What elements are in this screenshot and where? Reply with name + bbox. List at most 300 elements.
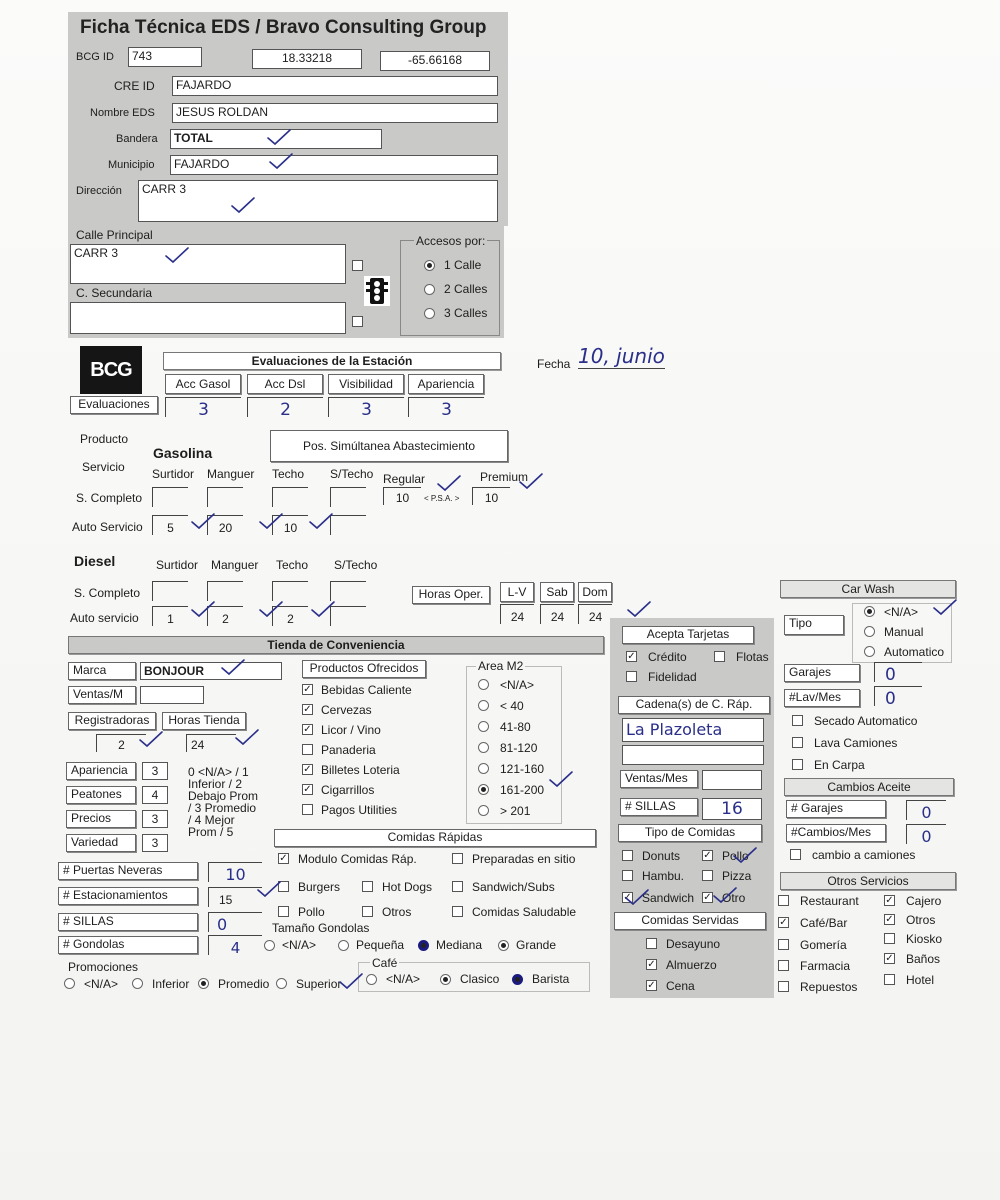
scale-line: 0 <N/A> / 1	[188, 765, 249, 779]
puertas-value: 10	[225, 865, 246, 884]
bcg-id-label: BCG ID	[76, 51, 114, 63]
latitude-field[interactable]: 18.33218	[252, 49, 362, 69]
estac-label: # Estacionamientos	[58, 887, 198, 905]
eval-col-1: Acc Dsl	[247, 374, 323, 394]
otros-checkbox[interactable]	[778, 960, 789, 971]
otros-checkbox[interactable]	[778, 895, 789, 906]
check-mark-icon	[310, 600, 332, 614]
premium-field[interactable]	[472, 487, 510, 505]
productos-label: Productos Ofrecidos	[302, 660, 426, 678]
comida-label: Comidas Saludable	[472, 905, 577, 919]
comida-label: Modulo Comidas Ráp.	[298, 852, 417, 866]
tipo-comida-label: Pizza	[722, 869, 752, 883]
gas-s-completo-cell[interactable]	[152, 487, 188, 507]
camiones-label: cambio a camiones	[812, 848, 916, 862]
cafe-radio[interactable]	[512, 974, 523, 985]
lav-mes-field[interactable]	[874, 686, 922, 709]
horas-col-header: Sab	[540, 582, 574, 602]
evaluaciones-row-label: Evaluaciones	[70, 396, 158, 414]
eval-value: 2	[280, 400, 291, 420]
check-mark-icon	[732, 846, 754, 860]
carwash-extra-checkbox[interactable]	[792, 759, 803, 770]
producto-label: Producto	[80, 432, 129, 446]
tipo-comida-checkbox[interactable]: ✓	[623, 892, 632, 903]
producto-checkbox[interactable]: ✓	[303, 724, 312, 735]
eval-value-box[interactable]	[408, 397, 484, 420]
servida-checkbox[interactable]	[646, 938, 657, 949]
gas-col-header: S/Techo	[330, 467, 374, 481]
area-radio[interactable]	[478, 805, 489, 816]
estac-field[interactable]	[208, 887, 262, 907]
scale-line: / 4 Mejor	[188, 813, 235, 827]
dsl-col-header: S/Techo	[334, 558, 378, 572]
tamano-radio[interactable]	[264, 940, 275, 951]
scale-line: / 3 Promedio	[188, 801, 257, 815]
puertas-field[interactable]	[208, 862, 262, 882]
otros-checkbox[interactable]: ✓	[779, 917, 788, 928]
cadena-ventas-label: Ventas/Mes	[620, 770, 698, 788]
carwash-extra-label: En Carpa	[814, 758, 865, 772]
comidas-servidas-title: Comidas Servidas	[614, 912, 766, 930]
tarjeta-checkbox[interactable]	[714, 651, 725, 662]
carwash-tipo-label: Tipo	[784, 615, 844, 635]
horas-col-header: L-V	[500, 582, 534, 602]
eval-value: 3	[361, 400, 372, 420]
aceite-garajes-field[interactable]	[906, 800, 946, 820]
tarjeta-checkbox[interactable]	[626, 671, 637, 682]
tipo-comida-label: Sandwich	[642, 891, 695, 905]
otros-checkbox[interactable]	[884, 933, 895, 944]
fecha-label: Fecha	[537, 357, 571, 371]
otros-checkbox[interactable]	[884, 974, 895, 985]
municipio-label: Municipio	[108, 159, 155, 171]
eval-value-box[interactable]	[165, 397, 241, 420]
promo-radio[interactable]	[198, 978, 209, 989]
check-mark-icon	[266, 128, 288, 142]
tipo-comida-label: Donuts	[642, 849, 681, 863]
otros-label: Gomería	[800, 938, 847, 952]
tipo-comida-label: Hambu.	[642, 869, 685, 883]
premium-value: 10	[484, 491, 499, 505]
check-mark-icon	[712, 886, 734, 900]
comidas-rapidas-label: Comidas Rápidas	[274, 829, 596, 847]
gas-auto-value: 5	[167, 521, 174, 535]
area-option-label: < 40	[500, 699, 524, 713]
comida-label: Hot Dogs	[382, 880, 433, 894]
producto-checkbox[interactable]	[302, 804, 313, 815]
comida-label: Pollo	[298, 905, 325, 919]
otros-label: Kiosko	[906, 932, 943, 946]
dsl-auto-value: 1	[167, 612, 174, 626]
otros-label: Cajero	[906, 894, 942, 908]
area-radio[interactable]	[478, 700, 489, 711]
cafe-label: Café	[372, 956, 398, 970]
accesos-label: Accesos por:	[416, 234, 486, 248]
promo-radio[interactable]	[132, 978, 143, 989]
calle-secundaria-label: C. Secundaria	[76, 286, 153, 300]
diesel-title: Diesel	[74, 553, 116, 569]
check-mark-icon	[220, 658, 242, 672]
comida-label: Otros	[382, 905, 412, 919]
cre-id-field[interactable]: FAJARDO	[172, 76, 498, 96]
dsl-s-completo-cell[interactable]	[272, 581, 308, 601]
tamano-option-label: <N/A>	[282, 938, 317, 952]
dsl-s-completo-cell[interactable]	[152, 581, 188, 601]
eval-col-2: Visibilidad	[328, 374, 404, 394]
lav-mes-label: #Lav/Mes	[784, 689, 860, 707]
carwash-tipo-label: Automatico	[884, 645, 945, 659]
check-mark-icon	[548, 770, 570, 784]
eval-value-box[interactable]	[328, 397, 404, 420]
ventas-m-label: Ventas/M	[68, 686, 136, 704]
marca-label: Marca	[68, 662, 136, 680]
servida-label: Cena	[666, 979, 695, 993]
promo-option-label: Inferior	[152, 977, 190, 991]
tipo-comida-checkbox[interactable]: ✓	[703, 850, 712, 861]
cafe-radio[interactable]	[440, 974, 451, 985]
calle-principal-field[interactable]: CARR 3	[70, 244, 346, 284]
cambios-mes-field[interactable]	[906, 824, 946, 844]
dsl-col-header: Surtidor	[156, 558, 199, 572]
otros-checkbox[interactable]: ✓	[885, 914, 894, 925]
gondolas-field[interactable]	[208, 935, 262, 955]
gas-auto-cell[interactable]	[330, 515, 366, 535]
comida-checkbox[interactable]	[278, 906, 289, 917]
cafe-option-label: Barista	[532, 972, 570, 986]
check-mark-icon	[626, 600, 648, 614]
carwash-title: Car Wash	[780, 580, 956, 598]
scale-line: Inferior / 2	[188, 777, 243, 791]
comida-checkbox[interactable]	[452, 881, 463, 892]
area-option-label: 161-200	[500, 783, 545, 797]
gas-s-completo-label: S. Completo	[76, 491, 143, 505]
estac-value: 15	[219, 893, 233, 907]
bandera-field[interactable]: TOTAL	[170, 129, 382, 149]
dsl-col-header: Manguer	[211, 558, 259, 572]
pos-simultanea-label: Pos. Simúltanea Abastecimiento	[270, 430, 508, 462]
eval-col-0: Acc Gasol	[165, 374, 241, 394]
gas-auto-value: 10	[283, 521, 298, 535]
comida-label: Preparadas en sitio	[472, 852, 576, 866]
cadena-field-2[interactable]	[622, 745, 764, 765]
tipo-comida-checkbox[interactable]	[622, 870, 633, 881]
calle-secundaria-field[interactable]	[70, 302, 346, 334]
servicio-label: Servicio	[82, 460, 125, 474]
comida-checkbox[interactable]	[452, 906, 463, 917]
area-option-label: <N/A>	[500, 678, 535, 692]
horas-value-box[interactable]	[500, 604, 534, 624]
horas-tienda-value: 24	[191, 738, 205, 752]
calle-secundaria-checkbox[interactable]	[352, 316, 363, 327]
cre-id-label: CRE ID	[114, 79, 155, 93]
comida-checkbox[interactable]	[452, 853, 463, 864]
tipo-comida-label: Pollo	[722, 849, 749, 863]
registradoras-label: Registradoras	[68, 712, 156, 730]
cadena-title: Cadena(s) de C. Ráp.	[618, 696, 770, 714]
longitude-field[interactable]: -65.66168	[380, 51, 490, 71]
rating-label: Peatones	[66, 786, 136, 804]
tarjeta-label: Flotas	[736, 650, 769, 664]
carwash-tipo-label: <N/A>	[884, 605, 919, 619]
dsl-s-completo-cell[interactable]	[207, 581, 243, 601]
tipo-comida-checkbox[interactable]: ✓	[703, 892, 712, 903]
servida-label: Desayuno	[666, 937, 721, 951]
comida-label: Sandwich/Subs	[472, 880, 555, 894]
tipo-comida-checkbox[interactable]	[622, 850, 633, 861]
otros-checkbox[interactable]	[778, 981, 789, 992]
tarjetas-title: Acepta Tarjetas	[622, 626, 754, 644]
horas-value: 24	[510, 610, 525, 624]
tarjeta-checkbox[interactable]: ✓	[627, 651, 636, 662]
area-option-label: > 201	[500, 804, 531, 818]
otros-label: Farmacia	[800, 959, 851, 973]
rating-label: Variedad	[66, 834, 136, 852]
carwash-tipo-radio[interactable]	[864, 626, 875, 637]
carwash-tipo-radio[interactable]	[864, 606, 875, 617]
otros-checkbox[interactable]: ✓	[885, 895, 894, 906]
sillas-value: 0	[217, 915, 228, 934]
cafe-radio[interactable]	[366, 974, 377, 985]
gas-col-header: Surtidor	[152, 467, 195, 481]
accesos-radio-3[interactable]	[424, 308, 435, 319]
carwash-tipo-label: Manual	[884, 625, 924, 639]
producto-checkbox[interactable]	[302, 744, 313, 755]
cambios-mes-label: #Cambios/Mes	[786, 824, 886, 842]
horas-value-box[interactable]	[578, 604, 612, 624]
horas-tienda-field[interactable]	[186, 734, 236, 752]
bandera-label: Bandera	[116, 133, 158, 145]
regular-value: 10	[395, 491, 410, 505]
otros-label: Repuestos	[800, 980, 858, 994]
calle-principal-checkbox[interactable]	[352, 260, 363, 271]
check-mark-icon	[258, 600, 280, 614]
otros-label: Baños	[906, 952, 941, 966]
servida-label: Almuerzo	[666, 958, 717, 972]
tarjeta-label: Fidelidad	[648, 670, 697, 684]
area-radio[interactable]	[478, 679, 489, 690]
eval-value: 3	[441, 400, 452, 420]
tarjeta-label: Crédito	[648, 650, 687, 664]
accesos-option-label: 1 Calle	[444, 258, 482, 272]
dsl-auto-label: Auto servicio	[70, 611, 139, 625]
area-label: Area M2	[478, 659, 524, 673]
accesos-option-label: 2 Calles	[444, 282, 488, 296]
tamano-radio[interactable]	[338, 940, 349, 951]
horas-oper-label: Horas Oper.	[412, 586, 490, 604]
otros-label: Café/Bar	[800, 916, 848, 930]
aceite-garajes-value: 0	[921, 803, 932, 822]
area-radio[interactable]	[478, 763, 489, 774]
eval-col-3: Apariencia	[408, 374, 484, 394]
tipo-comida-label: Otro	[722, 891, 746, 905]
tamano-option-label: Pequeña	[356, 938, 405, 952]
direccion-field[interactable]: CARR 3	[138, 180, 498, 222]
gas-s-completo-cell[interactable]	[207, 487, 243, 507]
otros-title: Otros Servicios	[780, 872, 956, 890]
registradoras-value: 2	[118, 738, 125, 752]
dsl-s-completo-cell[interactable]	[330, 581, 366, 601]
producto-label: Bebidas Caliente	[321, 683, 412, 697]
servida-checkbox[interactable]: ✓	[647, 980, 656, 991]
carwash-tipo-radio[interactable]	[864, 646, 875, 657]
check-mark-icon	[230, 196, 252, 210]
tipo-comida-checkbox[interactable]	[702, 870, 713, 881]
check-mark-icon	[436, 474, 458, 488]
tipo-comidas-title: Tipo de Comidas	[618, 824, 762, 842]
check-mark-icon	[138, 730, 160, 744]
check-mark-icon	[338, 972, 360, 986]
cambios-mes-value: 0	[921, 827, 932, 846]
sillas-label: # SILLAS	[58, 913, 198, 931]
producto-checkbox[interactable]: ✓	[303, 784, 312, 795]
producto-label: Licor / Vino	[321, 723, 381, 737]
producto-label: Billetes Loteria	[321, 763, 400, 777]
producto-checkbox[interactable]: ✓	[303, 764, 312, 775]
rating-value[interactable]: 3	[142, 810, 168, 828]
check-mark-icon	[256, 880, 278, 894]
check-mark-icon	[234, 728, 256, 742]
accesos-option-label: 3 Calles	[444, 306, 488, 320]
gas-s-completo-cell[interactable]	[330, 487, 366, 507]
horas-value-box[interactable]	[540, 604, 574, 624]
check-mark-icon	[190, 512, 212, 526]
premium-label: Premium	[480, 470, 529, 484]
tamano-option-label: Mediana	[436, 938, 483, 952]
lav-mes-value: 0	[885, 689, 896, 709]
nombre-field[interactable]: JESUS ROLDAN	[172, 103, 498, 123]
gas-s-completo-cell[interactable]	[272, 487, 308, 507]
check-mark-icon	[190, 600, 212, 614]
check-mark-icon	[932, 598, 954, 612]
promo-option-label: <N/A>	[84, 977, 119, 991]
direccion-label: Dirección	[76, 185, 122, 197]
eval-value: 3	[198, 400, 209, 420]
garajes-field[interactable]	[874, 662, 922, 685]
cadena-field[interactable]: La Plazoleta	[622, 718, 764, 742]
otros-checkbox[interactable]	[778, 939, 789, 950]
dsl-auto-cell[interactable]	[152, 606, 188, 626]
check-mark-icon	[268, 152, 290, 166]
form-title: Ficha Técnica EDS / Bravo Consulting Group	[80, 17, 487, 38]
logo-text: BCG	[90, 359, 132, 381]
comida-checkbox[interactable]	[362, 906, 373, 917]
evaluaciones-title: Evaluaciones de la Estación	[163, 352, 501, 370]
gas-auto-label: Auto Servicio	[72, 520, 143, 534]
promo-option-label: Promedio	[218, 977, 270, 991]
area-radio[interactable]	[478, 742, 489, 753]
calle-principal-label: Calle Principal	[76, 228, 153, 242]
producto-label: Cigarrillos	[321, 783, 375, 797]
gas-auto-cell[interactable]	[152, 515, 188, 535]
carwash-extra-label: Secado Automatico	[814, 714, 918, 728]
horas-value: 24	[588, 610, 603, 624]
camiones-checkbox[interactable]	[790, 849, 801, 860]
promo-radio[interactable]	[276, 978, 287, 989]
psa-label: < P.S.A. >	[424, 494, 460, 503]
nombre-label: Nombre EDS	[90, 107, 155, 119]
horas-col-header: Dom	[578, 582, 612, 602]
dsl-s-completo-label: S. Completo	[74, 586, 141, 600]
area-option-label: 41-80	[500, 720, 531, 734]
ventas-m-field[interactable]	[140, 686, 204, 704]
fecha-value[interactable]: 10, junio	[578, 344, 665, 368]
check-mark-icon	[164, 246, 186, 260]
gondolas-label: # Gondolas	[58, 936, 198, 954]
producto-checkbox[interactable]: ✓	[303, 684, 312, 695]
producto-label: Panaderia	[321, 743, 376, 757]
carwash-extra-checkbox[interactable]	[792, 715, 803, 726]
rating-value[interactable]: 3	[142, 762, 168, 780]
tamano-radio[interactable]	[418, 940, 429, 951]
scale-line: Debajo Prom	[188, 789, 259, 803]
bcg-logo	[80, 346, 142, 394]
area-radio[interactable]	[478, 721, 489, 732]
cadena-sillas-label: # SILLAS	[620, 798, 698, 816]
traffic-light-icon	[364, 276, 390, 306]
puertas-label: # Puertas Neveras	[58, 862, 198, 880]
tamano-radio[interactable]	[498, 940, 509, 951]
rating-value[interactable]: 4	[142, 786, 168, 804]
check-mark-icon	[308, 512, 330, 526]
comida-checkbox[interactable]	[362, 881, 373, 892]
promo-option-label: Superior	[296, 977, 342, 991]
aceite-garajes-label: # Garajes	[786, 800, 886, 818]
check-mark-icon	[258, 512, 280, 526]
gondolas-value: 4	[230, 939, 241, 957]
dsl-auto-value: 2	[287, 612, 294, 626]
carwash-extra-label: Lava Camiones	[814, 736, 898, 750]
gasolina-title: Gasolina	[153, 445, 213, 461]
area-option-label: 121-160	[500, 762, 545, 776]
otros-checkbox[interactable]: ✓	[885, 953, 894, 964]
regular-label: Regular	[383, 472, 426, 486]
marca-field[interactable]: BONJOUR	[140, 662, 282, 680]
cadena-ventas-field[interactable]	[702, 770, 762, 790]
tienda-title: Tienda de Conveniencia	[68, 636, 604, 654]
sillas-field[interactable]	[208, 912, 262, 932]
producto-checkbox[interactable]: ✓	[303, 704, 312, 715]
gas-auto-value: 20	[218, 521, 233, 535]
rating-value[interactable]: 3	[142, 834, 168, 852]
area-option-label: 81-120	[500, 741, 538, 755]
gas-col-header: Techo	[272, 467, 305, 481]
rating-label: Apariencia	[66, 762, 136, 780]
promociones-label: Promociones	[68, 960, 139, 974]
servida-checkbox[interactable]: ✓	[647, 959, 656, 970]
horas-value: 24	[550, 610, 565, 624]
comida-label: Burgers	[298, 880, 341, 894]
cafe-option-label: Clasico	[460, 972, 500, 986]
municipio-field[interactable]: FAJARDO	[170, 155, 498, 175]
otros-label: Otros	[906, 913, 936, 927]
eval-value-box[interactable]	[247, 397, 323, 420]
regular-field[interactable]	[383, 487, 421, 505]
garajes-label: Garajes	[784, 664, 860, 682]
check-mark-icon	[518, 472, 540, 486]
promo-radio[interactable]	[64, 978, 75, 989]
area-radio[interactable]	[478, 784, 489, 795]
carwash-extra-checkbox[interactable]	[792, 737, 803, 748]
accesos-radio-1[interactable]	[424, 260, 435, 271]
cafe-option-label: <N/A>	[386, 972, 421, 986]
comida-checkbox[interactable]: ✓	[279, 853, 288, 864]
otros-label: Hotel	[906, 973, 935, 987]
bcg-id-field[interactable]: 743	[128, 47, 202, 67]
accesos-radio-2[interactable]	[424, 284, 435, 295]
cadena-sillas-field[interactable]: 16	[702, 798, 762, 820]
dsl-auto-value: 2	[222, 612, 229, 626]
otros-label: Restaurant	[800, 894, 859, 908]
